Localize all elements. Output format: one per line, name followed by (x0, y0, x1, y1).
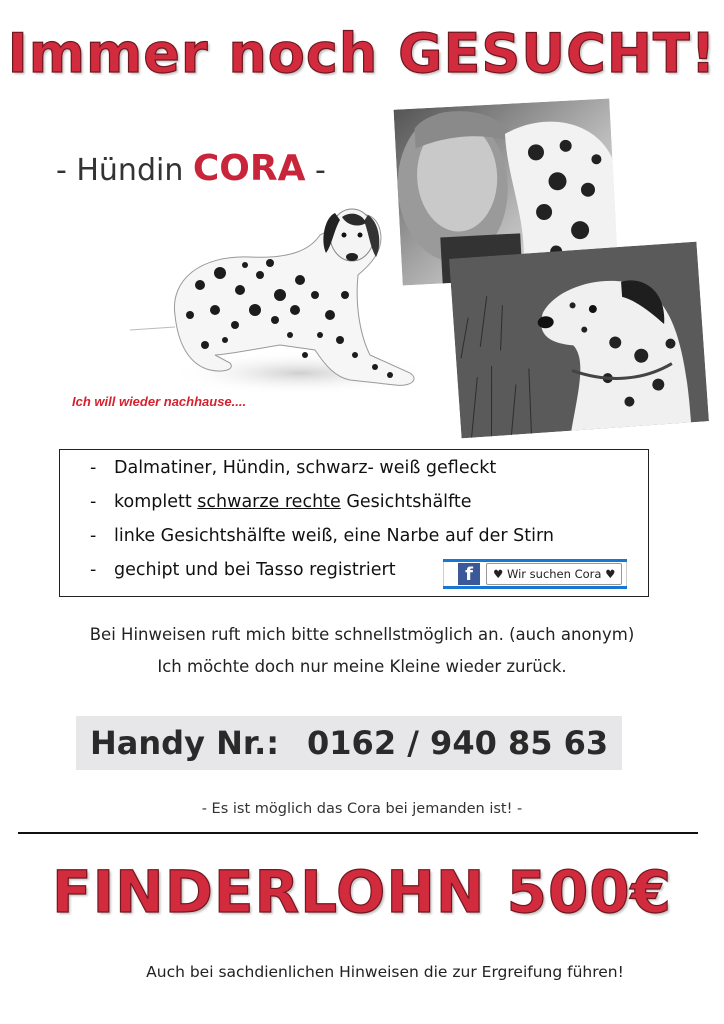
reward-headline: FINDERLOHN 500€ (51, 858, 673, 926)
description-box (59, 449, 649, 597)
divider (18, 832, 698, 834)
subtitle-prefix: - Hündin (56, 153, 193, 188)
feature-item (90, 458, 496, 478)
feature-text-post: Gesichtshälfte (340, 492, 472, 512)
bullet-dash: - (90, 526, 97, 546)
facebook-icon: f (458, 563, 480, 585)
feature-text-pre: komplett (114, 492, 198, 512)
dalmatian-head-photo (449, 242, 709, 439)
bullet-dash: - (90, 560, 97, 580)
possibility-note: - Es ist möglich das Cora bei jemanden ist! - (201, 801, 523, 817)
dog-name: CORA (192, 148, 306, 189)
feature-text: gechipt und bei Tasso registriert (114, 560, 396, 580)
footer-text: Auch bei sachdienlichen Hinweisen die zur Ergreifung führen! (146, 963, 624, 981)
bullet-dash: - (90, 458, 97, 478)
feature-item (90, 492, 472, 512)
dalmatian-lying-photo (130, 195, 430, 415)
plea-text: Ich möchte doch nur meine Kleine wieder zurück. (157, 657, 567, 676)
subtitle-suffix: - (305, 153, 326, 188)
dog-caption: Ich will wieder nachhause.... (72, 394, 247, 409)
phone-number[interactable]: 0162 / 940 85 63 (307, 724, 609, 762)
phone-banner (76, 716, 622, 770)
bullet-dash: - (90, 492, 97, 512)
feature-text-underlined: schwarze rechte (197, 492, 341, 512)
poster-headline: Immer noch GESUCHT! (7, 22, 717, 85)
feature-text: linke Gesichtshälfte weiß, eine Narbe auf der Stirn (114, 526, 554, 546)
facebook-group-banner[interactable] (443, 559, 627, 589)
feature-item (90, 560, 396, 580)
feature-item (90, 526, 554, 546)
phone-label: Handy Nr.: (90, 724, 280, 762)
dog-name-subtitle (56, 148, 326, 189)
facebook-group-label: ♥ Wir suchen Cora ♥ (486, 563, 622, 585)
feature-text: Dalmatiner, Hündin, schwarz- weiß gefleckt (114, 458, 497, 478)
contact-request-text: Bei Hinweisen ruft mich bitte schnellstmöglich an. (auch anonym) (89, 625, 635, 644)
